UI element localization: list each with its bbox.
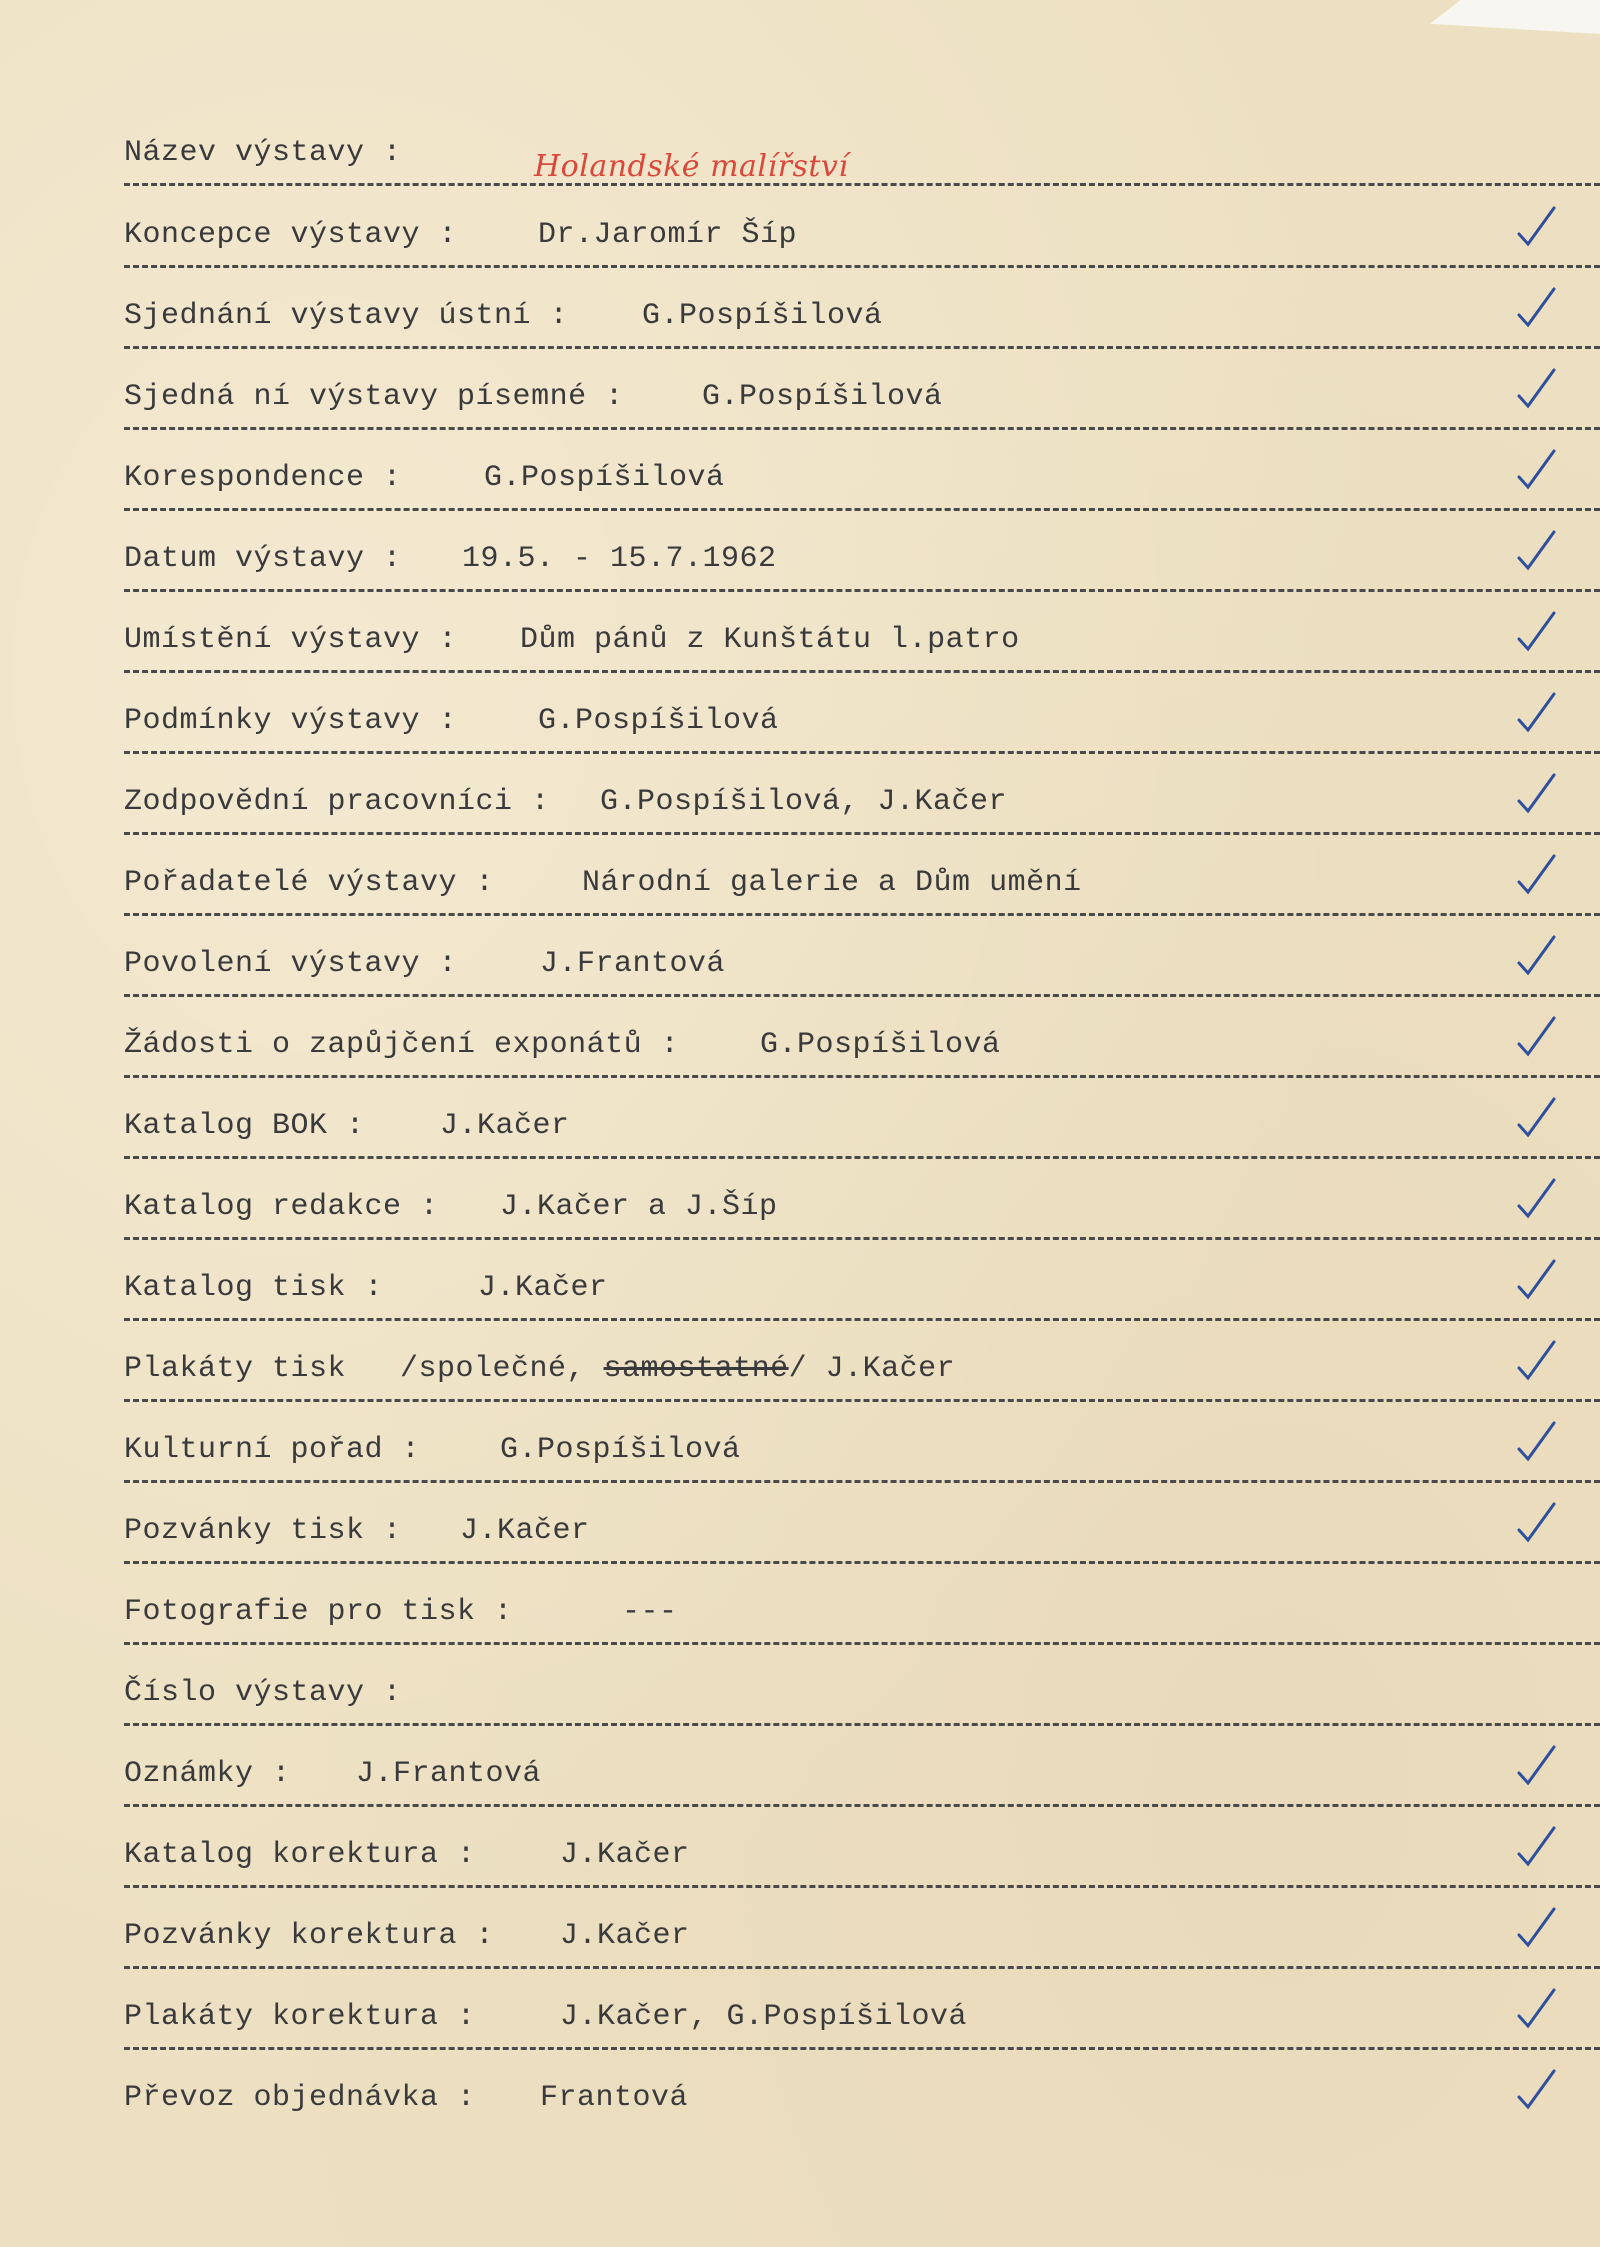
field-umisteni [124, 595, 1600, 677]
field-label: Katalog tisk : [124, 1271, 384, 1305]
field-value: J.Kačer [560, 1919, 690, 1953]
field-zodpovedni [124, 757, 1600, 839]
dashed-rule [124, 1885, 1600, 1888]
value-part-shared: /společné, [400, 1352, 604, 1386]
handwritten-title: Holandské malířství [534, 149, 849, 184]
checkmark-icon [1514, 1176, 1560, 1222]
field-value: G.Pospíšilová [500, 1433, 741, 1467]
field-pozvanky-tisk [124, 1486, 1600, 1568]
checkmark-icon [1514, 1338, 1560, 1384]
field-label: Sjedná ní výstavy písemné : [124, 380, 624, 414]
field-korespondence [124, 433, 1600, 515]
field-label: Povolení výstavy : [124, 947, 458, 981]
field-value: --- [622, 1595, 678, 1629]
dashed-rule [124, 265, 1600, 268]
checkmark-icon [1514, 285, 1560, 331]
field-label: Umístění výstavy : [124, 623, 458, 657]
field-nazev-vystavy [124, 108, 1600, 190]
dashed-rule [124, 1075, 1600, 1078]
field-label: Kulturní pořad : [124, 1433, 421, 1467]
checkmark-icon [1514, 1095, 1560, 1141]
field-value: J.Frantová [540, 947, 726, 981]
field-label: Koncepce výstavy : [124, 218, 458, 252]
field-katalog-korektura [124, 1810, 1600, 1892]
field-sjednani-pisemne [124, 352, 1600, 434]
checkmark-icon [1514, 609, 1560, 655]
dashed-rule [124, 832, 1600, 835]
dashed-rule [124, 589, 1600, 592]
field-label: Datum výstavy : [124, 542, 402, 576]
field-label: Podmínky výstavy : [124, 704, 458, 738]
checkmark-icon [1514, 528, 1560, 574]
field-poradatele [124, 838, 1600, 920]
field-value: J.Kačer, G.Pospíšilová [560, 2000, 968, 2034]
field-label: Fotografie pro tisk : [124, 1595, 513, 1629]
field-zadosti [124, 1000, 1600, 1082]
dashed-rule [124, 913, 1600, 916]
field-value: G.Pospíšilová [702, 380, 943, 414]
checkmark-icon [1514, 366, 1560, 412]
field-katalog-bok [124, 1081, 1600, 1163]
checkmark-icon [1514, 1986, 1560, 2032]
field-label: Katalog redakce : [124, 1190, 439, 1224]
dashed-rule [124, 1156, 1600, 1159]
field-value: G.Pospíšilová [538, 704, 779, 738]
field-value [400, 1352, 955, 1386]
field-value: J.Kačer [440, 1109, 570, 1143]
value-part-assignee: / J.Kačer [788, 1352, 956, 1386]
checkmark-icon [1514, 771, 1560, 817]
dashed-rule [124, 994, 1600, 997]
checkmark-icon [1514, 1014, 1560, 1060]
field-oznamky [124, 1729, 1600, 1811]
dashed-rule [124, 1723, 1600, 1726]
dashed-rule [124, 1642, 1600, 1645]
field-value: G.Pospíšilová [642, 299, 883, 333]
field-koncepce [124, 190, 1600, 272]
field-datum [124, 514, 1600, 596]
field-povoleni [124, 919, 1600, 1001]
dashed-rule [124, 508, 1600, 511]
field-label: Pozvánky tisk : [124, 1514, 402, 1548]
field-value: Národní galerie a Dům umění [582, 866, 1082, 900]
checkmark-icon [1514, 1743, 1560, 1789]
checkmark-icon [1514, 1419, 1560, 1465]
field-value: G.Pospíšilová, J.Kačer [600, 785, 1008, 819]
struck-out-text: samostatné [603, 1352, 789, 1386]
checkmark-icon [1514, 690, 1560, 736]
dashed-rule [124, 1561, 1600, 1564]
field-value: J.Kačer a J.Šíp [500, 1190, 778, 1224]
field-label: Plakáty tisk [124, 1352, 347, 1386]
dashed-rule [124, 1966, 1600, 1969]
field-kulturni-porad [124, 1405, 1600, 1487]
dashed-rule [124, 1237, 1600, 1240]
field-label: Zodpovědní pracovníci : [124, 785, 550, 819]
checkmark-icon [1514, 1824, 1560, 1870]
field-value: J.Frantová [356, 1757, 542, 1791]
checkmark-icon [1514, 204, 1560, 250]
field-label: Sjednání výstavy ústní : [124, 299, 569, 333]
field-value: J.Kačer [460, 1514, 590, 1548]
field-value: Frantová [540, 2081, 689, 2115]
dashed-rule [124, 670, 1600, 673]
field-label: Oznámky : [124, 1757, 291, 1791]
field-label: Pořadatelé výstavy : [124, 866, 495, 900]
field-plakaty-korektura [124, 1972, 1600, 2054]
dashed-rule [124, 1399, 1600, 1402]
torn-paper-corner [1430, 0, 1600, 34]
dashed-rule [124, 1804, 1600, 1807]
field-value: 19.5. - 15.7.1962 [462, 542, 777, 576]
field-value: G.Pospíšilová [484, 461, 725, 495]
dashed-rule [124, 346, 1600, 349]
field-label: Převoz objednávka : [124, 2081, 476, 2115]
field-value: J.Kačer [560, 1838, 690, 1872]
dashed-rule [124, 427, 1600, 430]
checkmark-icon [1514, 852, 1560, 898]
field-value: J.Kačer [478, 1271, 608, 1305]
field-label: Korespondence : [124, 461, 402, 495]
dashed-rule [124, 2047, 1600, 2050]
field-label: Katalog BOK : [124, 1109, 365, 1143]
field-podminky [124, 676, 1600, 758]
field-label: Žádosti o zapůjčení exponátů : [124, 1028, 680, 1062]
checkmark-icon [1514, 1257, 1560, 1303]
checkmark-icon [1514, 447, 1560, 493]
field-plakaty-tisk [124, 1324, 1600, 1406]
field-label: Pozvánky korektura : [124, 1919, 495, 1953]
dashed-rule [124, 1318, 1600, 1321]
field-fotografie [124, 1567, 1600, 1649]
field-value: Dům pánů z Kunštátu l.patro [520, 623, 1020, 657]
field-sjednani-ustni [124, 271, 1600, 353]
field-pozvanky-korektura [124, 1891, 1600, 1973]
field-value: G.Pospíšilová [760, 1028, 1001, 1062]
field-value: Dr.Jaromír Šíp [538, 218, 798, 252]
checkmark-icon [1514, 933, 1560, 979]
field-label: Název výstavy : [124, 136, 402, 170]
dashed-rule [124, 183, 1600, 186]
field-prevoz-objednavka [124, 2053, 1600, 2135]
checkmark-icon [1514, 1500, 1560, 1546]
field-label: Katalog korektura : [124, 1838, 476, 1872]
field-label: Plakáty korektura : [124, 2000, 476, 2034]
field-katalog-tisk [124, 1243, 1600, 1325]
field-label: Číslo výstavy : [124, 1676, 402, 1710]
dashed-rule [124, 1480, 1600, 1483]
field-katalog-redakce [124, 1162, 1600, 1244]
checkmark-icon [1514, 1905, 1560, 1951]
dashed-rule [124, 751, 1600, 754]
field-cislo-vystavy [124, 1648, 1600, 1730]
checkmark-icon [1514, 2067, 1560, 2113]
